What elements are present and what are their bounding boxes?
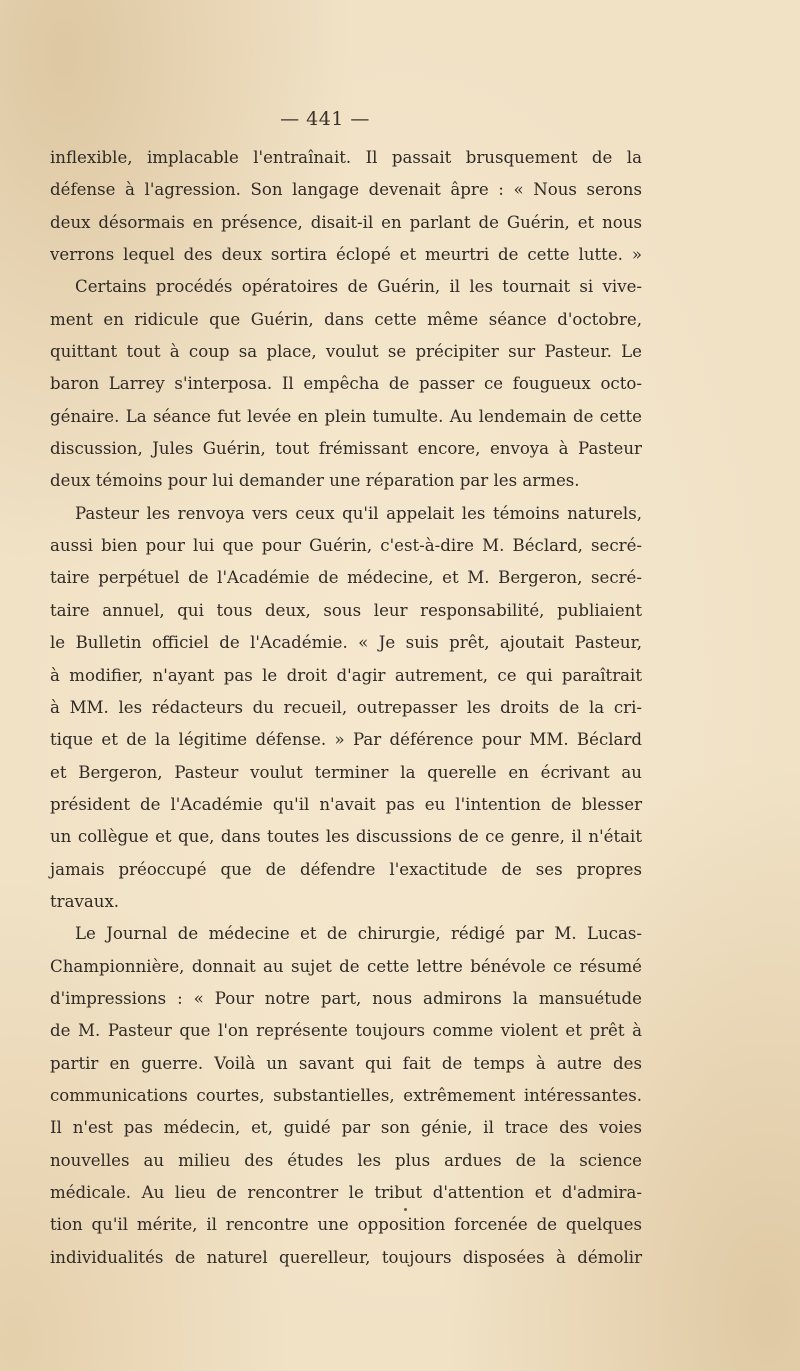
text-line: Championnière, donnait au sujet de cette lettre bénévole ce résumé [50,956,642,976]
text-line: Il n'est pas médecin, et, guidé par son génie, il trace des voies [50,1118,642,1138]
text-line: inflexible, implacable l'entraînait. Il passait brusquement de la [50,148,642,167]
text-line: Pasteur les renvoya vers ceux qu'il appelait les témoins naturels, [75,503,642,523]
text-line: le Bulletin officiel de l'Académie. « Je suis prêt, ajoutait Pasteur, [50,633,642,653]
text-line: verrons lequel des deux sortira éclopé et meurtri de cette lutte. » [50,245,642,265]
text-line: médicale. Au lieu de rencontrer le tribut d'attention et d'admira- [50,1183,642,1202]
text-line: baron Larrey s'interposa. Il empêcha de passer ce fougueux octo- [50,374,642,394]
text-line: à modifier, n'ayant pas le droit d'agir autrement, ce qui paraîtrait [50,665,642,685]
text-line: et Bergeron, Pasteur voulut terminer la querelle en écrivant au [50,762,642,782]
text-line: jamais préoccupé que de défendre l'exactitude de ses propres [50,859,642,879]
text-line: individualités de naturel querelleur, toujours disposées à démolir [50,1247,642,1267]
page-number: — 441 — [280,108,370,130]
text-line: discussion, Jules Guérin, tout frémissant encore, envoya à Pasteur [50,439,642,459]
text-line: travaux. [50,891,120,911]
body-text [50,142,642,1274]
text-line: Le Journal de médecine et de chirurgie, rédigé par M. Lucas- [75,924,642,944]
text-line: d'impressions : « Pour notre part, nous admirons la mansuétude [50,988,642,1008]
text-line: quittant tout à coup sa place, voulut se précipiter sur Pasteur. Le [50,342,642,362]
text-line: de M. Pasteur que l'on représente toujours comme violent et prêt à [50,1021,642,1041]
text-line: partir en guerre. Voilà un savant qui fait de temps à autre des [50,1053,642,1073]
paper-speck [404,1208,407,1211]
text-line: ment en ridicule que Guérin, dans cette même séance d'octobre, [50,309,642,329]
text-line: Certains procédés opératoires de Guérin, il les tournait si vive- [75,277,642,297]
text-line: défense à l'agression. Son langage devenait âpre : « Nous serons [50,180,642,200]
text-line: communications courtes, substantielles, extrêmement intéressantes. [50,1085,642,1105]
text-line: taire annuel, qui tous deux, sous leur responsabilité, publiaient [50,600,642,620]
text-line: deux désormais en présence, disait-il en parlant de Guérin, et nous [50,212,642,232]
text-line: taire perpétuel de l'Académie de médecine, et M. Bergeron, secré- [50,568,642,588]
text-line: deux témoins pour lui demander une réparation par les armes. [50,471,580,491]
text-line: tique et de la légitime défense. » Par déférence pour MM. Béclard [50,730,642,750]
text-line: à MM. les rédacteurs du recueil, outrepasser les droits de la cri- [50,697,642,717]
text-line: tion qu'il mérite, il rencontre une opposition forcenée de quelques [50,1215,642,1235]
text-line: président de l'Académie qu'il n'avait pas eu l'intention de blesser [50,794,642,814]
text-line: un collègue et que, dans toutes les discussions de ce genre, il n'était [50,827,642,847]
text-line: génaire. La séance fut levée en plein tumulte. Au lendemain de cette [50,406,642,426]
text-line: aussi bien pour lui que pour Guérin, c'est-à-dire M. Béclard, secré- [50,536,642,556]
text-line: nouvelles au milieu des études les plus ardues de la science [50,1150,642,1170]
